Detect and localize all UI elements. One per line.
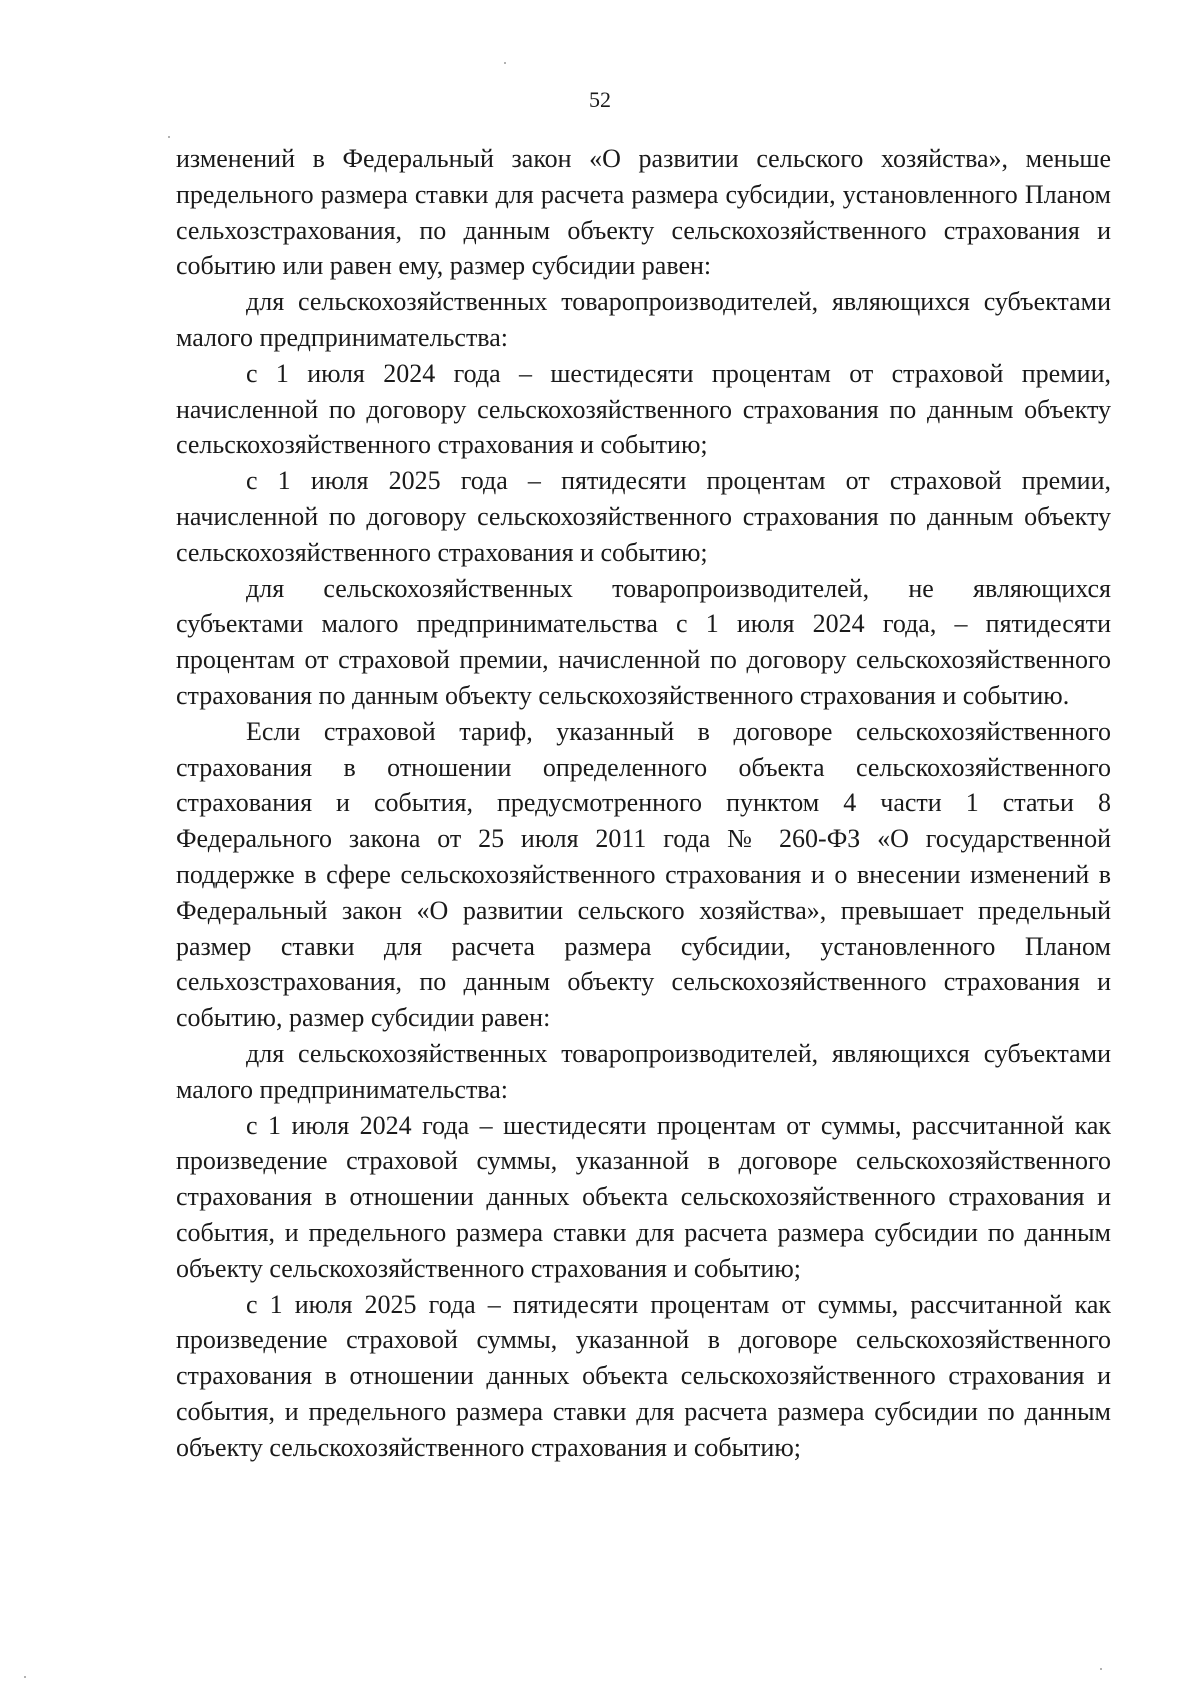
scan-speck <box>168 136 170 138</box>
paragraph-continuation: изменений в Федеральный закон «О развитии сельского хозяйства», меньше предельного размера ставки для расчета размера субсидии, установленного Планом сельхозстрахования, по данным объекту сельскохозяйственного страхования и событию или равен ему, размер субсидии равен: <box>176 144 1111 281</box>
paragraph: с 1 июля 2024 года – шестидесяти процентам от суммы, рассчитанной как произведение страховой суммы, указанной в договоре сельскохозяйственного страхования в отношении данных объекта сельскохозяйственного страхования и события, и предельного размера ставки для расчета размера субсидии по данным объекту сельскохозяйственного страхования и событию; <box>176 1110 1111 1283</box>
paragraph: для сельскохозяйственных товаропроизводителей, являющихся субъектами малого предпринимательства: <box>176 1038 1111 1104</box>
paragraph: с 1 июля 2025 года – пятидесяти процентам от суммы, рассчитанной как произведение страховой суммы, указанной в договоре сельскохозяйственного страхования в отношении данных объекта сельскохозяйственного страхования и события, и предельного размера ставки для расчета размера субсидии по данным объекту сельскохозяйственного страхования и событию; <box>176 1289 1111 1462</box>
document-body <box>176 141 1111 1465</box>
page-number: 52 <box>589 87 611 112</box>
paragraph: для сельскохозяйственных товаропроизводителей, не являющихся субъектами малого предпринимательства с 1 июля 2024 года, – пятидесяти процентам от страховой премии, начисленной по договору сельскохозяйственного страхования по данным объекту сельскохозяйственного страхования и событию. <box>176 573 1111 710</box>
paragraph: с 1 июля 2025 года – пятидесяти процентам от страховой премии, начисленной по договору сельскохозяйственного страхования по данным объекту сельскохозяйственного страхования и событию; <box>176 466 1111 567</box>
scan-speck <box>504 62 506 64</box>
scan-speck <box>24 1676 26 1678</box>
paragraph: для сельскохозяйственных товаропроизводителей, являющихся субъектами малого предпринимательства: <box>176 287 1111 352</box>
paragraph: с 1 июля 2024 года – шестидесяти процентам от страховой премии, начисленной по договору сельскохозяйственного страхования по данным объекту сельскохозяйственного страхования и событию; <box>176 358 1111 460</box>
scan-speck <box>1100 1668 1102 1670</box>
paragraph: Если страховой тариф, указанный в договоре сельскохозяйственного страхования в отношении определенного объекта сельскохозяйственного страхования и события, предусмотренного пунктом 4 части 1 статьи 8 Федерального закона от 25 июля 2011 года № 260-ФЗ «О государственной поддержке в сфере сельскохозяйственного страхования и о внесении изменений в Федеральный закон «О развитии сельского хозяйства», превышает предельный размер ставки для расчета размера субсидии, установленного Планом сельхозстрахования, по данным объекту сельскохозяйственного страхования и событию, размер субсидии равен: <box>176 716 1111 1033</box>
